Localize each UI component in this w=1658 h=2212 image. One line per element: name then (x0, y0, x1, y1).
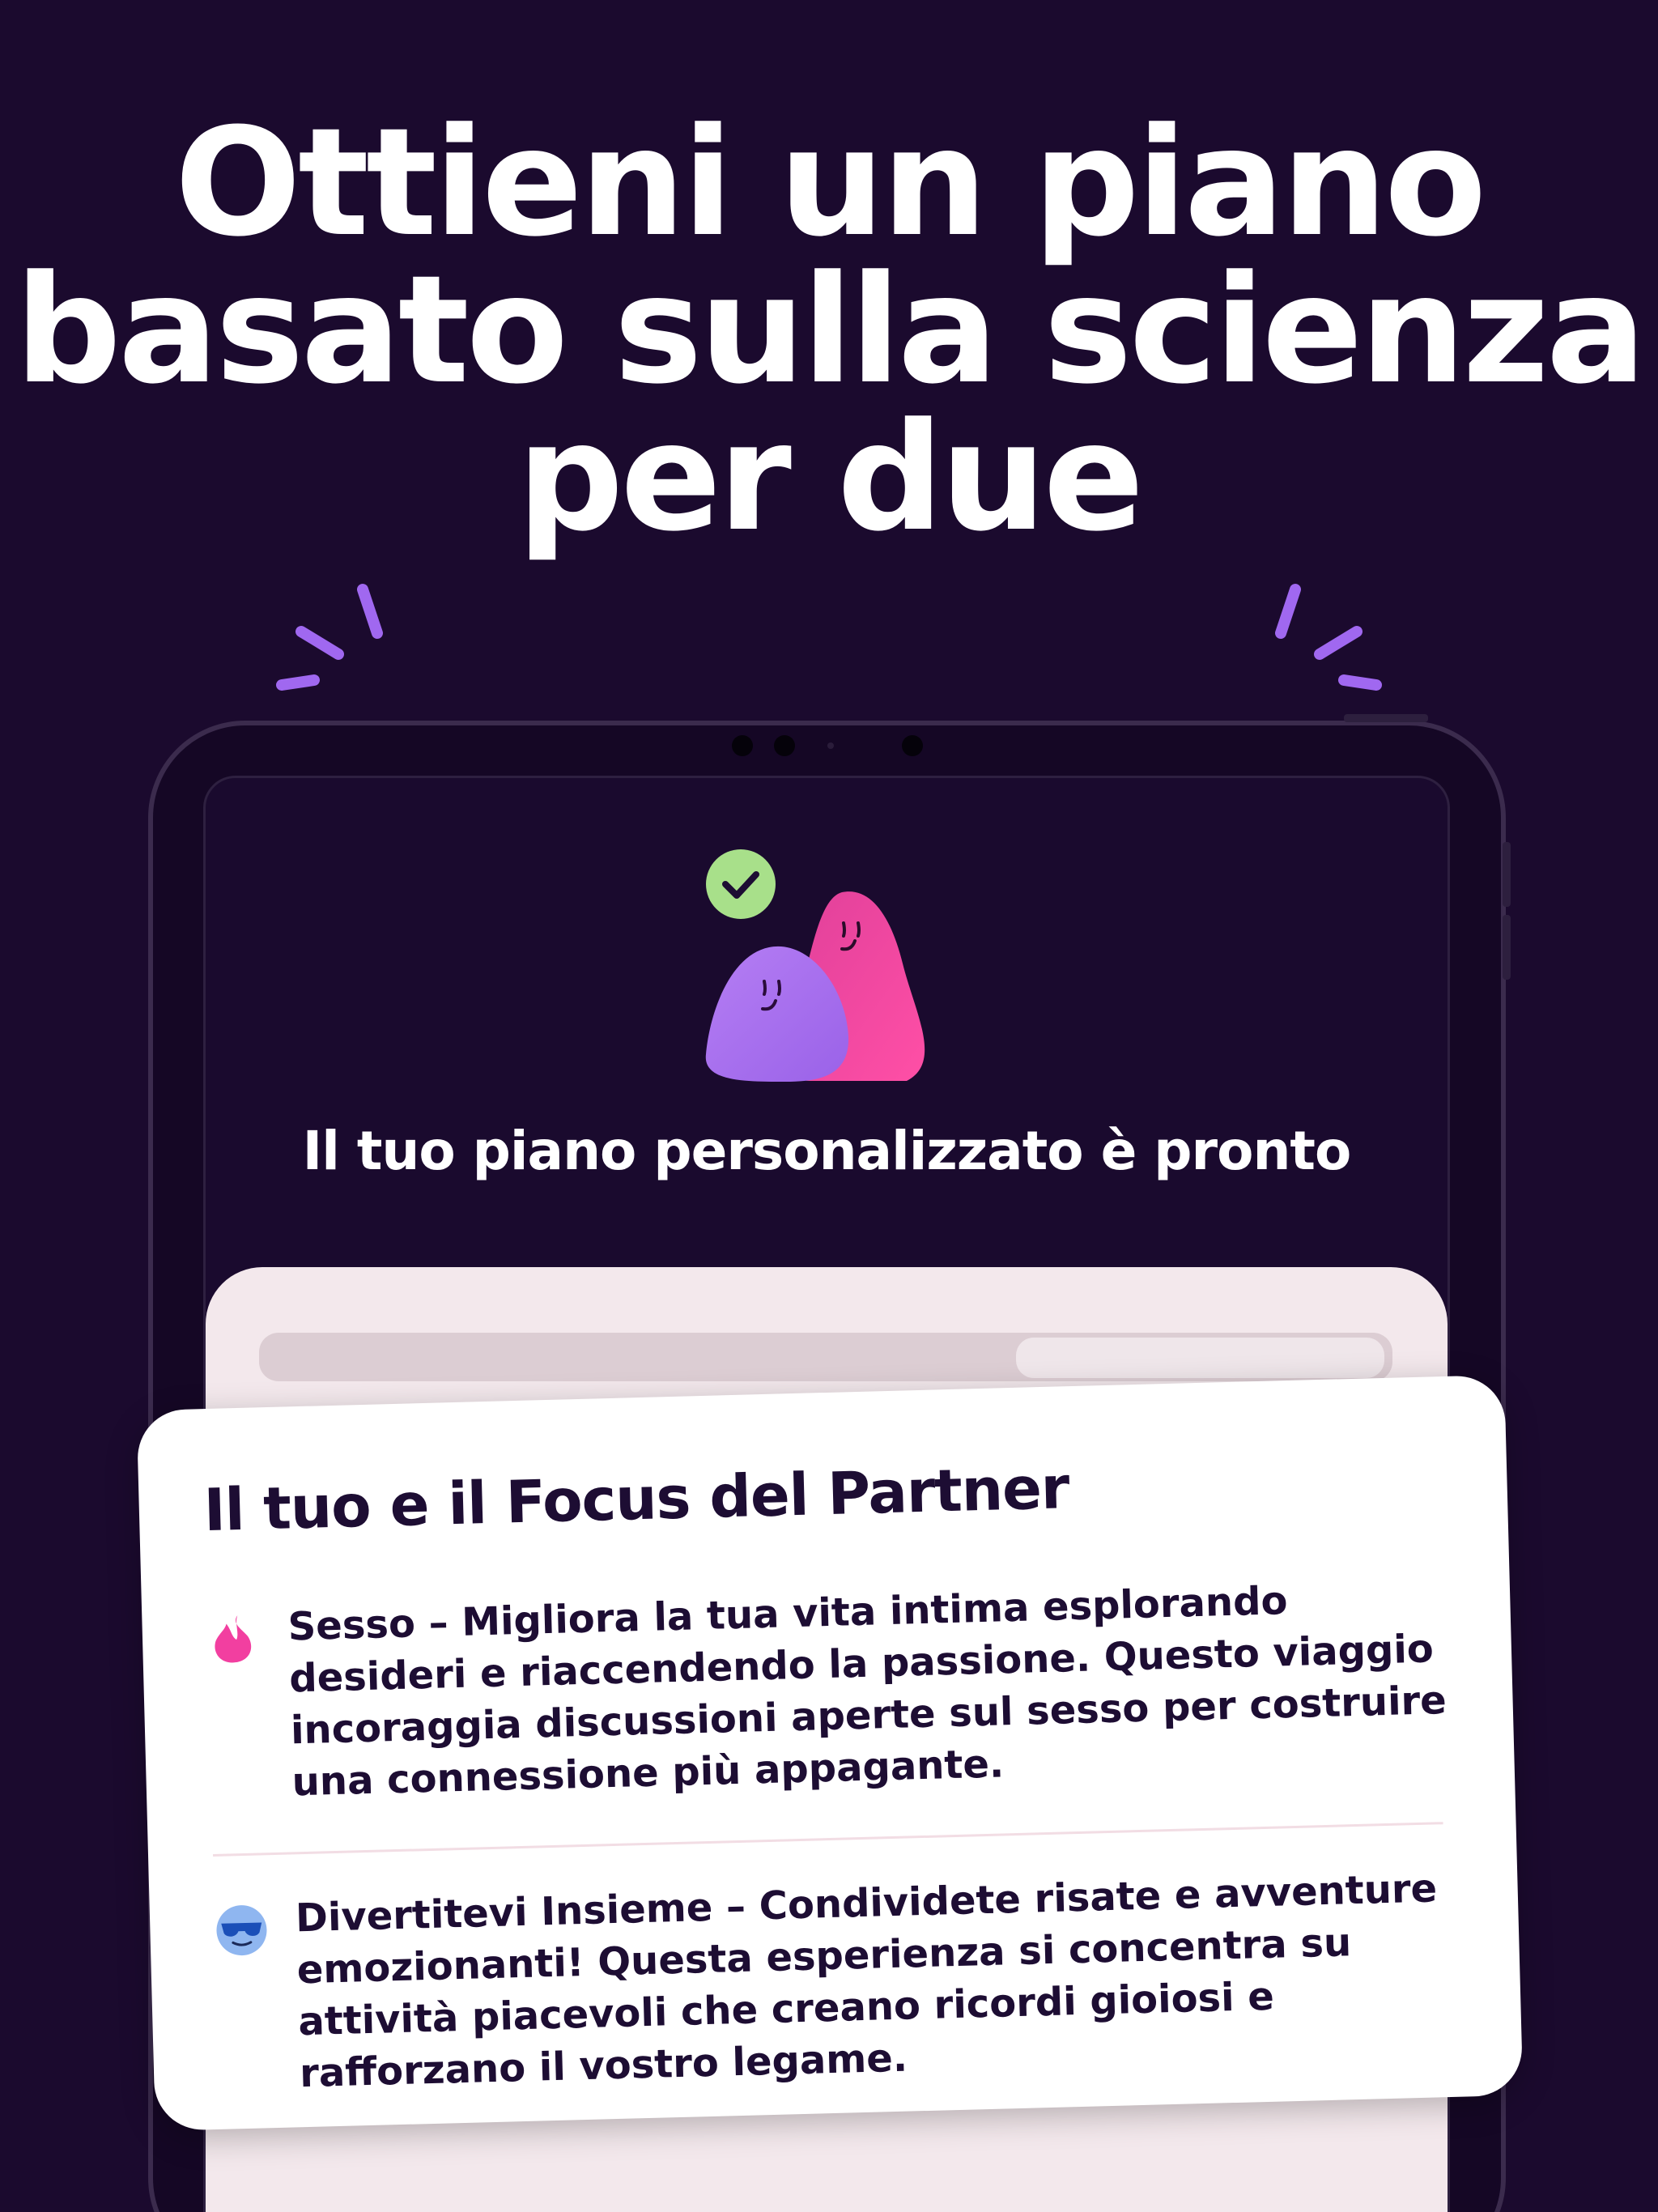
partner-focus-card (137, 1375, 1524, 2131)
focus-item-fun-together-text: Divertitevi Insieme – Condividete risate e avventure emozionanti! Questa esperienza si concentra su attività piacevoli che creano ricordi gioiosi e rafforzano il vostro legame. (295, 1865, 1438, 2097)
headline-line-3: per due (517, 391, 1141, 564)
front-camera (732, 735, 753, 756)
front-sensor (774, 735, 795, 756)
focus-item-sex (206, 1571, 1452, 1806)
device-volume-up-button (1503, 842, 1511, 907)
front-dot (827, 742, 834, 749)
sparkle-left-3 (282, 680, 314, 685)
focus-item-sex-text: Sesso – Migliora la tua vita intima esplorando desideri e riaccendendo la passione. Questo viaggio incoraggia discussioni aperte sul sesso per costruire una connessione più appagante. (287, 1578, 1448, 1806)
headline-line-2: basato sulla scienza (15, 244, 1643, 417)
sparkle-right-2 (1320, 632, 1357, 654)
device-volume-down-button (1503, 915, 1511, 980)
sparkle-left-2 (301, 632, 338, 654)
front-flash (902, 735, 923, 756)
check-icon (706, 849, 776, 919)
sparkle-left-1 (363, 589, 377, 633)
flame-icon (206, 1611, 261, 1666)
sparkle-right-3 (1344, 680, 1376, 685)
plan-ready-title: Il tuo piano personalizzato è pronto (302, 1120, 1351, 1182)
focus-card-title: Il tuo e il Focus del Partner (202, 1453, 1070, 1545)
device-top-button (1344, 714, 1428, 722)
focus-item-fun-together (214, 1862, 1460, 2097)
mascots-illustration (696, 842, 955, 1085)
sparkle-right-1 (1281, 589, 1295, 633)
sparkles-decoration (0, 0, 1658, 729)
cool-sunglasses-face-icon (215, 1903, 270, 1958)
headline-line-1: Ottieni un piano (174, 96, 1484, 270)
focus-divider (213, 1822, 1443, 1857)
segment-control-selected[interactable] (1016, 1338, 1384, 1378)
